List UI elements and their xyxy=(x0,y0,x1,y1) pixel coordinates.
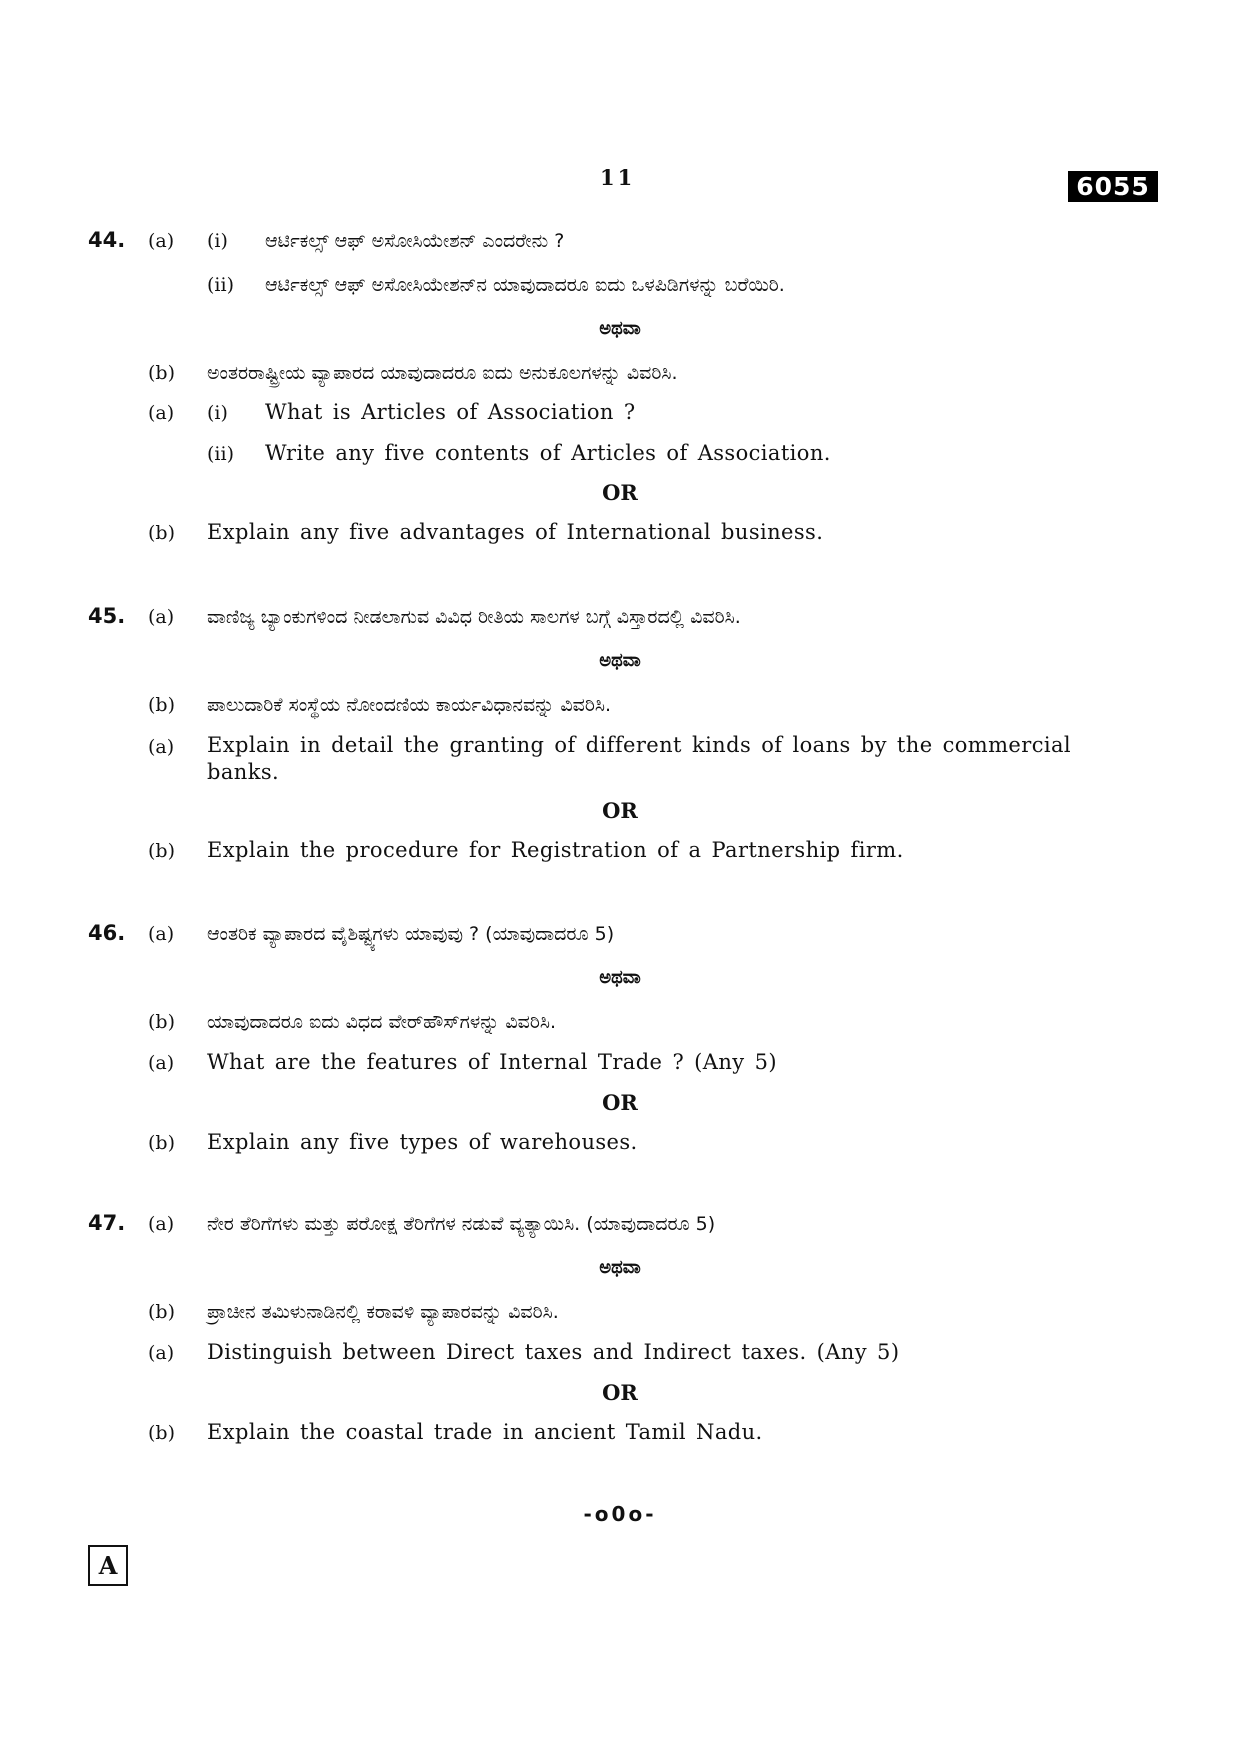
sub-part-label: (ii) xyxy=(207,443,234,465)
part-label: (a) xyxy=(148,606,175,628)
sub-part-label: (i) xyxy=(207,402,228,424)
question-text-english: Explain any five advantages of International business. xyxy=(207,520,824,544)
question-text-english: Explain the coastal trade in ancient Tamil Nadu. xyxy=(207,1420,763,1444)
question-text-kannada: ವಾಣಿಜ್ಯ ಬ್ಯಾಂಕುಗಳಿಂದ ನೀಡಲಾಗುವ ವಿವಿಧ ರೀತಿಯ ಸಾಲಗಳ ಬಗ್ಗೆ ವಿಸ್ತಾರದಲ್ಲಿ ವಿವರಿಸಿ. xyxy=(207,606,741,628)
question-text-english: Explain the procedure for Registration of a Partnership firm. xyxy=(207,838,904,862)
part-label: (b) xyxy=(148,522,175,544)
part-label: (a) xyxy=(148,1213,175,1235)
or-separator: OR xyxy=(602,1380,638,1405)
part-label: (b) xyxy=(148,1011,175,1033)
part-label: (a) xyxy=(148,230,175,252)
question-text-english: What are the features of Internal Trade ? (Any 5) xyxy=(207,1050,777,1074)
or-separator-kannada: ಅಥವಾ xyxy=(599,318,641,339)
question-text-english: What is Articles of Association ? xyxy=(265,400,636,424)
sub-part-label: (i) xyxy=(207,230,228,252)
question-number: 45. xyxy=(88,604,126,628)
part-label: (a) xyxy=(148,1342,175,1364)
part-label: (b) xyxy=(148,362,175,384)
or-separator: OR xyxy=(602,1090,638,1115)
question-text-kannada: ಯಾವುದಾದರೂ ಐದು ವಿಧದ ವೇರ್‌ಹೌಸ್‌ಗಳನ್ನು ವಿವರಿಸಿ. xyxy=(207,1011,557,1033)
question-text-kannada: ಪಾಲುದಾರಿಕೆ ಸಂಸ್ಥೆಯ ನೋಂದಣಿಯ ಕಾರ್ಯವಿಧಾನವನ್ನು ವಿವರಿಸಿ. xyxy=(207,694,611,716)
question-text-english: Explain any five types of warehouses. xyxy=(207,1130,638,1154)
part-label: (a) xyxy=(148,736,175,758)
question-text-kannada: ಆರ್ಟಿಕಲ್ಸ್ ಆಫ್ ಅಸೋಸಿಯೇಶನ್‌ನ ಯಾವುದಾದರೂ ಐದು ಒಳಪಿಡಿಗಳನ್ನು ಬರೆಯಿರಿ. xyxy=(265,274,785,296)
question-number: 47. xyxy=(88,1211,126,1235)
end-of-paper-mark: -o0o- xyxy=(583,1502,657,1526)
question-text-english: Explain in detail the granting of different kinds of loans by the commercial banks. xyxy=(207,733,1072,784)
or-separator-kannada: ಅಥವಾ xyxy=(599,967,641,988)
part-label: (b) xyxy=(148,1422,175,1444)
part-label: (a) xyxy=(148,402,175,424)
question-text-kannada: ಪ್ರಾಚೀನ ತಮಿಳುನಾಡಿನಲ್ಲಿ ಕರಾವಳಿ ವ್ಯಾಪಾರವನ್ನು ವಿವರಿಸಿ. xyxy=(207,1301,559,1323)
part-label: (a) xyxy=(148,1052,175,1074)
part-label: (b) xyxy=(148,1132,175,1154)
question-text-kannada: ಆಂತರಿಕ ವ್ಯಾಪಾರದ ವೈಶಿಷ್ಟ್ಯಗಳು ಯಾವುವು ? (ಯಾವುದಾದರೂ 5) xyxy=(207,923,615,945)
version-label-box: A xyxy=(88,1545,128,1586)
part-label: (a) xyxy=(148,923,175,945)
question-text-kannada: ನೇರ ತೆರಿಗೆಗಳು ಮತ್ತು ಪರೋಕ್ಷ ತೆರಿಗೆಗಳ ನಡುವೆ ವ್ಯತ್ಯಾಯಿಸಿ. (ಯಾವುದಾದರೂ 5) xyxy=(207,1213,716,1235)
question-text-english: Write any five contents of Articles of Association. xyxy=(265,441,831,465)
question-number: 44. xyxy=(88,228,126,252)
page-number: 11 xyxy=(600,165,636,190)
part-label: (b) xyxy=(148,1301,175,1323)
question-number: 46. xyxy=(88,921,126,945)
sub-part-label: (ii) xyxy=(207,274,234,296)
or-separator: OR xyxy=(602,798,638,823)
or-separator-kannada: ಅಥವಾ xyxy=(599,1257,641,1278)
part-label: (b) xyxy=(148,840,175,862)
question-text-english: Distinguish between Direct taxes and Indirect taxes. (Any 5) xyxy=(207,1340,900,1364)
paper-code-badge: 6055 xyxy=(1068,171,1158,202)
question-text-kannada: ಆರ್ಟಿಕಲ್ಸ್ ಆಫ್ ಅಸೋಸಿಯೇಶನ್ ಎಂದರೇನು ? xyxy=(265,230,565,252)
question-text-kannada: ಅಂತರರಾಷ್ಟ್ರೀಯ ವ್ಯಾಪಾರದ ಯಾವುದಾದರೂ ಐದು ಅನುಕೂಲಗಳನ್ನು ವಿವರಿಸಿ. xyxy=(207,362,678,384)
or-separator-kannada: ಅಥವಾ xyxy=(599,650,641,671)
or-separator: OR xyxy=(602,480,638,505)
part-label: (b) xyxy=(148,694,175,716)
